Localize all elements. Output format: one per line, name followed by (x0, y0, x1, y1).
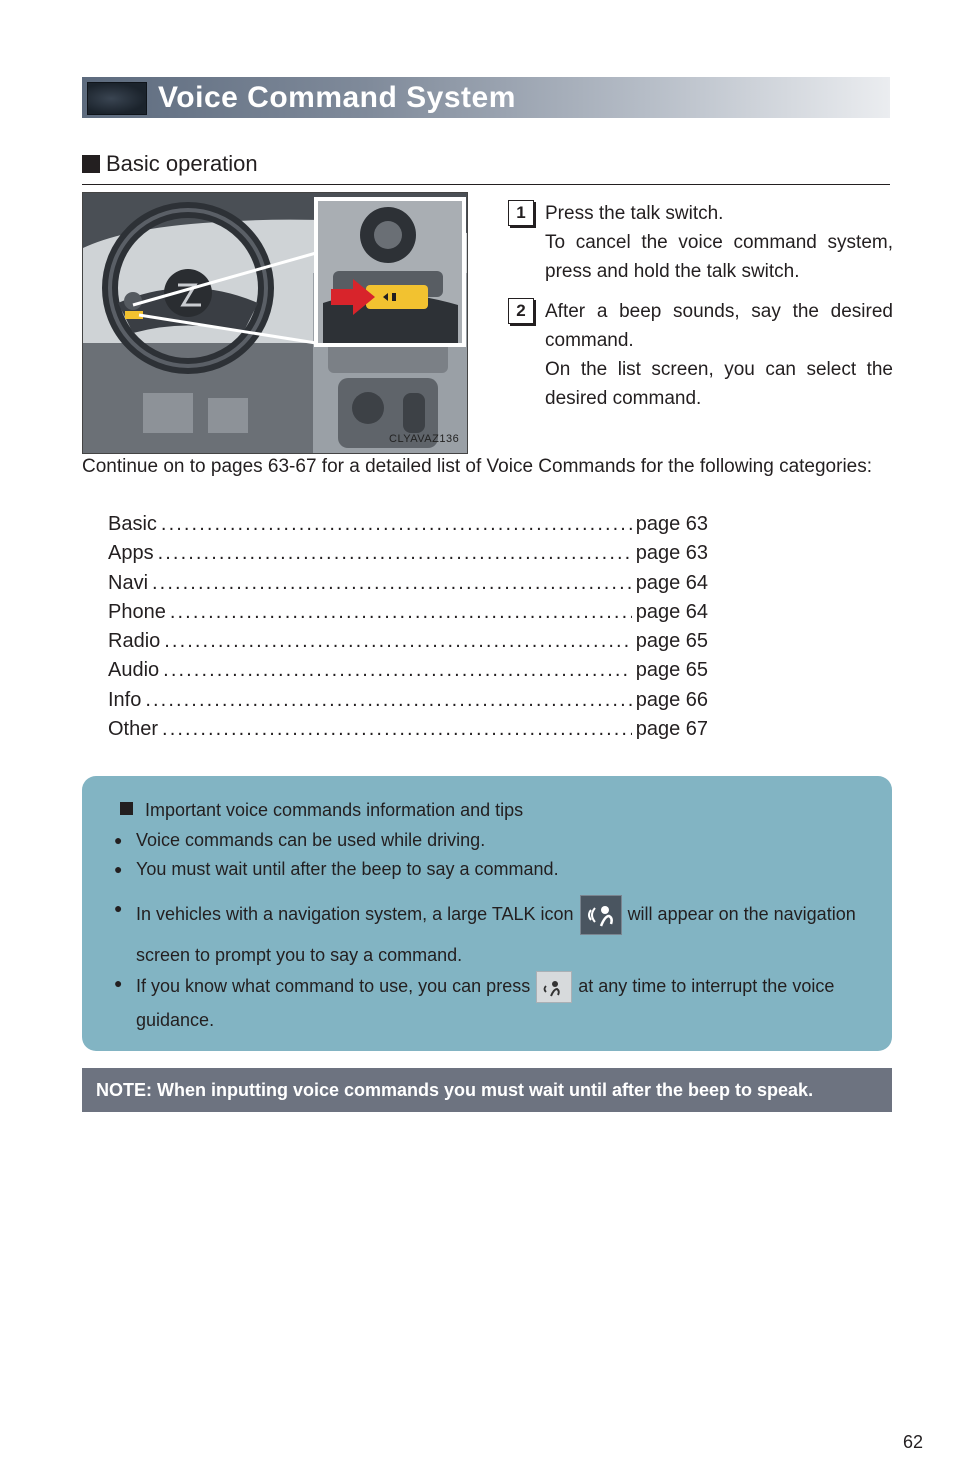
toc-leader (162, 715, 632, 744)
toc-row-audio[interactable] (108, 656, 708, 685)
bullet-icon: ● (114, 861, 123, 877)
talk-switch-icon (536, 971, 572, 1003)
toc-row-apps[interactable] (108, 539, 708, 568)
intro-paragraph (82, 452, 892, 481)
toc-page: page 67 (635, 718, 708, 741)
toc-leader (161, 510, 632, 539)
steering-wheel-illustration (82, 192, 468, 454)
toc-page: page 66 (635, 688, 708, 711)
toc-row-info[interactable] (108, 686, 708, 715)
toc-label: Navi (108, 571, 149, 594)
toc-page: page 64 (635, 571, 708, 594)
toc-page: page 65 (635, 630, 708, 653)
tip-text (136, 894, 881, 975)
step-2-line2: On the list screen, you can select the desired command. (545, 359, 893, 409)
tip-item (114, 969, 884, 1029)
illustration-caption: CLYAVAZ136 (389, 433, 460, 445)
title-banner (82, 77, 890, 118)
tips-heading-text: Important voice commands information and tips (145, 800, 524, 820)
toc-leader (158, 539, 632, 568)
page-title: Voice Command System (158, 81, 516, 114)
toc-page: page 63 (635, 542, 708, 565)
toc-page: page 63 (635, 513, 708, 535)
bullet-icon: ● (114, 975, 123, 991)
step-2-line1: After a beep sounds, say the desired command. (545, 301, 893, 351)
toc-label: Apps (108, 542, 154, 565)
bullet-icon: ● (114, 900, 123, 916)
tip-text (136, 969, 881, 1037)
tip-text-part: If you know what command to use, you can press (136, 976, 531, 996)
toc-leader (163, 656, 632, 685)
toc-label: Phone (108, 600, 166, 623)
step-2-badge: 2 (508, 298, 534, 324)
toc-row-basic[interactable] (108, 510, 708, 539)
tip-text-part: will appear on the navigation screen to prompt you to say a command. (136, 904, 856, 966)
toc-page: page 64 (635, 600, 708, 623)
step-1-text (545, 199, 893, 286)
toc-leader (170, 598, 632, 627)
toc-label: Basic (108, 513, 157, 535)
tip-text-part: In vehicles with a navigation system, a large TALK icon (136, 904, 574, 924)
section-square-icon (82, 155, 100, 173)
toc-label: Audio (108, 659, 160, 682)
intro-text: Continue on to pages 63-67 for a detailed list of Voice Commands for the following categories: (82, 456, 873, 477)
steering-wheel-drawing (83, 193, 467, 453)
tip-item (114, 894, 884, 964)
tip-text-part: at any time to interrupt the voice guidance. (136, 976, 835, 1031)
toc-label: Other (108, 718, 159, 741)
toc-leader (145, 686, 631, 715)
toc-label: Info (108, 688, 142, 711)
toc-row-phone[interactable] (108, 598, 708, 627)
tip-text: You must wait until after the beep to say a command. (136, 859, 559, 879)
tip-item (114, 855, 884, 883)
note-bar (82, 1068, 892, 1112)
toc-row-other[interactable] (108, 715, 708, 744)
toc-leader (152, 569, 632, 598)
toc-label: Radio (108, 630, 161, 653)
section-title: Basic operation (106, 151, 258, 176)
tips-square-icon (120, 802, 133, 815)
toc-row-navi[interactable] (108, 569, 708, 598)
talk-icon (580, 895, 622, 935)
bullet-icon: ● (114, 832, 123, 848)
step-1-line2: To cancel the voice command system, press and hold the talk switch. (545, 232, 893, 282)
tip-text: Voice commands can be used while driving. (136, 830, 486, 850)
tips-heading (120, 796, 523, 824)
page-number: 62 (903, 1432, 924, 1452)
tip-item (114, 826, 884, 854)
toc-row-radio[interactable] (108, 627, 708, 656)
command-category-list (108, 510, 708, 744)
toc-page: page 65 (635, 659, 708, 682)
toc-leader (164, 627, 631, 656)
step-2-text (545, 297, 893, 413)
step-1-badge: 1 (508, 200, 534, 226)
step-1-line1: Press the talk switch. (545, 203, 724, 224)
note-text: NOTE: When inputting voice commands you must wait until after the beep to speak. (96, 1080, 814, 1100)
section-heading (82, 148, 890, 185)
title-swatch (87, 82, 147, 115)
tips-box (82, 776, 892, 1051)
